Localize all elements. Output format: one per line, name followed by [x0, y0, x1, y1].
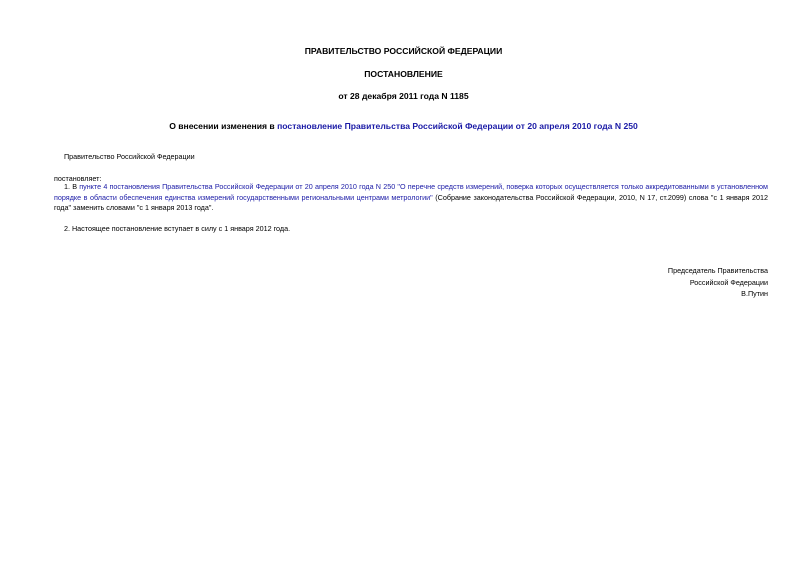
item-1-number: 1. В: [64, 182, 80, 191]
issuer-heading: ПРАВИТЕЛЬСТВО РОССИЙСКОЙ ФЕДЕРАЦИИ: [304, 46, 503, 56]
document-title: [0, 121, 807, 131]
date-number-heading: от 28 декабря 2011 года N 1185: [338, 91, 469, 101]
signature-title-line2: Российской Федерации: [689, 277, 768, 287]
item-1-paragraph: [54, 182, 768, 214]
intro-text: Правительство Российской Федерации: [64, 152, 195, 161]
signature-block: [668, 265, 768, 300]
item-1-link[interactable]: пункте 4 постановления Правительства Российской Федерации от 20 апреля 2010 года N 250 "О перечне средств измерений, поверка которых осуществляется только аккредитованными в установленном порядке в области обеспечения единства измерений государственными региональными центрами метрологии": [54, 182, 768, 202]
signature-title-line1: Председатель Правительства: [667, 266, 768, 275]
resolves-text: постановляет:: [54, 174, 102, 183]
item-2-text: 2. Настоящее постановление вступает в силу с 1 января 2012 года.: [64, 224, 291, 233]
document-type-heading: ПОСТАНОВЛЕНИЕ: [364, 69, 443, 79]
signature-name: В.Путин: [741, 289, 768, 298]
item-1-rest: (Собрание законодательства Российской Федерации, 2010, N 17, ст.2099) слова "с 1 января 2012 года" заменить словами "с 1 января 2013 года".: [54, 192, 768, 212]
title-prefix: О внесении изменения в: [169, 121, 278, 131]
title-link[interactable]: постановление Правительства Российской Федерации от 20 апреля 2010 года N 250: [277, 121, 638, 131]
